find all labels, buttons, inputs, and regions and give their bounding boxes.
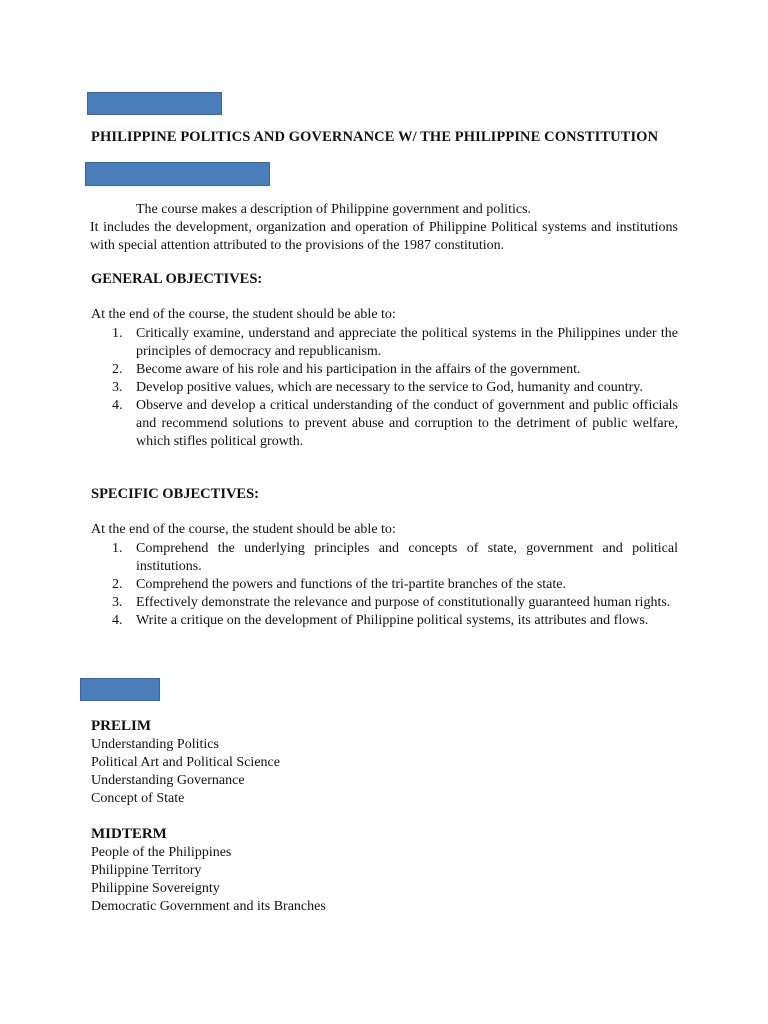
specific-objectives-heading: SPECIFIC OBJECTIVES: xyxy=(91,486,259,502)
list-item: People of the Philippines xyxy=(91,845,232,860)
blue-label-box-3 xyxy=(80,678,160,701)
list-item: Philippine Sovereignty xyxy=(91,881,220,896)
prelim-heading: PRELIM xyxy=(91,718,151,734)
specific-objectives-list xyxy=(90,540,678,630)
course-title: PHILIPPINE POLITICS AND GOVERNANCE W/ THE PHILIPPINE CONSTITUTION xyxy=(91,129,659,145)
list-item: Understanding Politics xyxy=(91,737,219,752)
list-item: 1. Critically examine, understand and appreciate the political systems in the Philippines under the principles of democracy and republicanism. xyxy=(112,326,678,359)
list-item: Political Art and Political Science xyxy=(91,755,280,770)
blue-label-box-1 xyxy=(87,92,222,115)
description-first-line: The course makes a description of Philippine government and politics. xyxy=(136,202,532,217)
list-item: 2. Become aware of his role and his participation in the affairs of the government. xyxy=(112,362,581,377)
midterm-topic-list xyxy=(91,844,326,916)
list-item: Understanding Governance xyxy=(91,773,245,788)
prelim-topic-list xyxy=(91,736,280,808)
course-description xyxy=(90,201,678,255)
general-objectives-heading: GENERAL OBJECTIVES: xyxy=(91,271,263,287)
prelim-section xyxy=(91,717,280,808)
specific-objectives-lead: At the end of the course, the student should be able to: xyxy=(91,522,396,537)
list-item: 4. Observe and develop a critical understanding of the conduct of government and public officials and recommend solutions to prevent abuse and corruption to the detriment of public welfare, which stifles political growth. xyxy=(112,398,678,449)
list-item: 1. Comprehend the underlying principles and concepts of state, government and political institutions. xyxy=(112,541,678,574)
list-item: 2. Comprehend the powers and functions of the tri-partite branches of the state. xyxy=(112,577,566,592)
midterm-heading: MIDTERM xyxy=(91,826,167,842)
description-rest: It includes the development, organization and operation of Philippine Political systems and institutions with special attention attributed to the provisions of the 1987 constitution. xyxy=(90,220,678,253)
midterm-section xyxy=(91,825,326,916)
general-objectives-lead: At the end of the course, the student should be able to: xyxy=(91,307,396,322)
general-objectives-list xyxy=(90,325,678,451)
list-item: 3. Develop positive values, which are necessary to the service to God, humanity and country. xyxy=(112,380,643,395)
list-item: Democratic Government and its Branches xyxy=(91,899,326,914)
list-item: Philippine Territory xyxy=(91,863,202,878)
list-item: Concept of State xyxy=(91,791,185,806)
list-item: 4. Write a critique on the development of Philippine political systems, its attributes and flows. xyxy=(112,613,649,628)
blue-label-box-2 xyxy=(85,162,270,186)
list-item: 3. Effectively demonstrate the relevance and purpose of constitutionally guaranteed human rights. xyxy=(112,595,671,610)
